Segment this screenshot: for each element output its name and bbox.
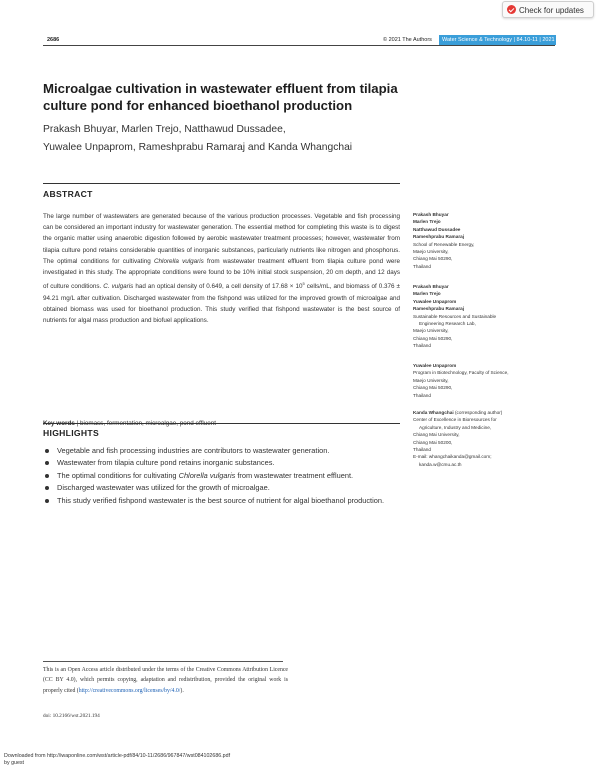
license-text: This is an Open Access article distributed under the terms of the Creative Commons Attribution Licence (CC BY 4.0), which permits copying, adaptation and redistribution, provided the original work is properly cited ( — [43, 667, 288, 694]
affiliation-line: Thailand — [413, 263, 431, 269]
footnote-rule — [43, 661, 283, 662]
abstract-heading: ABSTRACT — [43, 189, 93, 199]
license-link[interactable]: http://creativecommons.org/licenses/by/4.0/ — [78, 687, 181, 694]
highlight-item: This study verified fishpond wastewater is the best source of nutrient for algal bioethanol production. — [43, 495, 403, 507]
email-line[interactable]: E-mail: whangchaikanda@gmail.com; — [413, 454, 492, 460]
download-stamp — [4, 753, 304, 767]
affiliation-line: Thailand — [413, 392, 431, 398]
affiliation-line: Agriculture, Industry and Medicine, — [419, 424, 492, 430]
affiliation-line: Chiang Mai University, — [413, 432, 460, 438]
affiliation-line: Chiang Mai 50290, — [413, 385, 453, 391]
abstract-part: from wastewater treatment effluent from tilapia culture pond were investigated in this study. The appropriate conditions were found to be 10% initial stock suspension, 20 cm depth, and 12 days of culture conditions. — [43, 257, 401, 291]
affiliation-author: Rameshprabu Ramaraj — [413, 234, 465, 240]
journal-year: 2021 — [542, 37, 555, 43]
highlight-item: Discharged wastewater was utilized for the growth of microalgae. — [43, 482, 403, 494]
highlights-heading: HIGHLIGHTS — [43, 428, 99, 438]
affiliation-author: Marlen Trejo — [413, 291, 441, 297]
author-line: Yuwalee Unpaprom, Rameshprabu Ramaraj and Kanda Whangchai — [43, 142, 353, 153]
highlight-part: The optimal conditions for cultivating — [57, 470, 179, 480]
affiliation-line: Chiang Mai 50290, — [413, 256, 453, 262]
affiliation-line: Program in Biotechnology, Faculty of Science, — [413, 370, 509, 376]
abstract-rule — [43, 183, 400, 184]
exponent: 5 — [302, 281, 305, 287]
doi[interactable]: doi: 10.2166/wst.2021.194 — [43, 713, 100, 719]
affiliation-block — [413, 283, 563, 350]
affiliation-author: Prakash Bhuyar — [413, 284, 449, 289]
affiliation-block — [413, 362, 563, 399]
article-title: Microalgae cultivation in wastewater effluent from tilapia culture pond for enhanced bioethanol production — [43, 81, 398, 113]
journal-volume: 84.10-11 — [516, 37, 538, 43]
download-line: Downloaded from http://iwaponline.com/wst/article-pdf/84/10-11/2686/967847/wst084102686.pdf — [4, 753, 231, 759]
species-name: Chlorella vulgaris — [154, 257, 204, 265]
affiliation-line: Maejo University, — [413, 249, 449, 255]
affiliation-author: Kanda Whangchai — [413, 410, 454, 415]
species-name: C. vulgaris — [103, 283, 134, 291]
affiliation-author: Marlen Trejo — [413, 219, 441, 225]
abstract-part: cells/mL, and biomass of 0.376 ± 94.21 mg/L after cultivation. Discharged wastewater from the fishpond was utilized for the improved growth of microalgae and obtained biomass was used for bioethanol production. This study verified that fishpond wastewater is the best source of nutrients for algal mass production and biofuel applications. — [43, 283, 401, 324]
header-rule — [43, 45, 555, 46]
check-updates-icon — [507, 5, 516, 14]
abstract-part: The large number of wastewaters are generated because of the various production processes. Vegetable and fish processing can be considered an important industry for wastewater generation. The essential method for completing this waste is to digest the organic matter using anaerobic digestion followed by aerobic wastewater treatment processes; however, wastewater from tilapia culture pond retains considerable quantities of inorganic substances, particularly nutrients like nitrogen and phosphorus. The optimal conditions for cultivating — [43, 213, 400, 265]
check-updates-label: Check for updates — [519, 6, 584, 15]
abstract-text — [43, 211, 400, 326]
affiliation-author: Yuwalee Unpaprom — [413, 363, 457, 368]
license-text-end: ). — [180, 687, 184, 694]
highlights-rule — [43, 423, 400, 424]
affiliation-author: Yuwalee Unpaprom — [413, 298, 457, 304]
page-number: 2686 — [47, 37, 60, 43]
affiliation-line: Center of Excellence in Bioresources for — [413, 417, 497, 423]
highlight-part: from wastewater treatment effluent. — [235, 470, 354, 480]
affiliation-line: Chiang Mai 50290, — [413, 335, 453, 341]
affiliation-author: Natthawud Dussadee — [413, 226, 461, 232]
email-line[interactable]: kanda.w@cmu.ac.th — [419, 461, 462, 467]
highlight-item — [43, 470, 403, 482]
affiliation-line: Thailand — [413, 343, 431, 349]
author-line: Prakash Bhuyar, Marlen Trejo, Natthawud Dussadee, — [43, 124, 286, 135]
affiliation-block — [413, 409, 563, 468]
affiliation-line: School of Renewable Energy, — [413, 241, 475, 247]
highlight-item: Wastewater from tilapia culture pond retains inorganic substances. — [43, 457, 403, 469]
journal-name: Water Science & Technology — [442, 37, 513, 43]
affiliation-line: Thailand — [413, 447, 431, 453]
highlight-item: Vegetable and fish processing industries are contributors to wastewater generation. — [43, 445, 403, 457]
download-line: by guest — [4, 760, 25, 766]
abstract-part: had an optical density of 0.649, a cell density of 17.68 × 10 — [133, 283, 303, 291]
running-head — [43, 35, 555, 45]
affiliation-line: Engineering Research Lab, — [419, 321, 476, 327]
highlights-list — [43, 445, 403, 507]
affiliation-author: Prakash Bhuyar — [413, 212, 449, 217]
affiliation-line: Chiang Mai 50200, — [413, 439, 453, 445]
corresponding-note: (corresponding author) — [453, 410, 503, 415]
license-notice — [43, 665, 288, 696]
affiliation-line: Maejo University, — [413, 377, 449, 383]
author-list — [43, 121, 423, 157]
affiliation-author: Rameshprabu Ramaraj — [413, 306, 465, 312]
copyright-notice: © 2021 The Authors — [383, 37, 432, 43]
journal-bar: Water Science & Technology | 84.10-11 | 2021 — [439, 35, 556, 45]
affiliation-block — [413, 211, 563, 270]
affiliation-line: Sustainable Resources and Sustainable — [413, 313, 497, 319]
affiliation-line: Maejo University, — [413, 328, 449, 334]
species-name: Chlorella vulgaris — [178, 470, 236, 480]
check-for-updates-badge[interactable] — [502, 1, 594, 18]
